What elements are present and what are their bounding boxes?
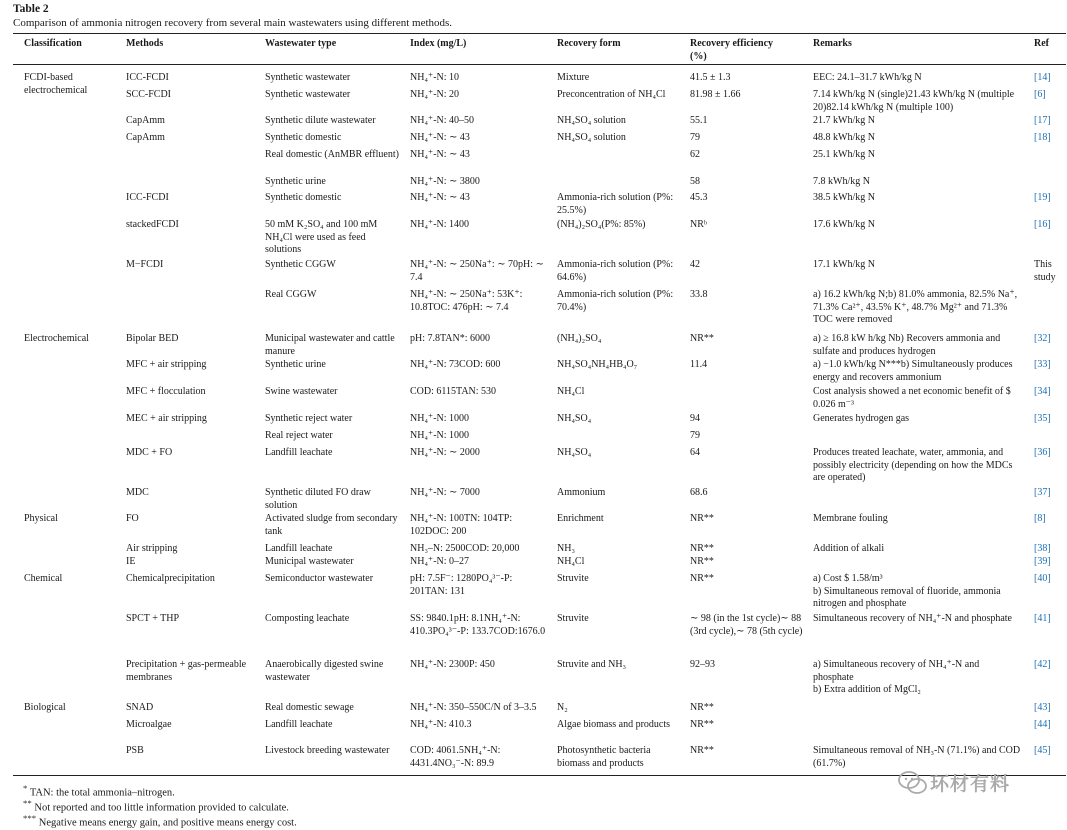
table-cell-form: Enrichment [557,513,604,524]
watermark-text: 环材有料 [930,773,1011,795]
table-cell-eff: NR** [690,719,714,730]
table-cell-cls: FCDI-based electrochemical [24,72,88,96]
header-methods: Methods [126,38,164,49]
table-cell-form: Ammonia-rich solution (P%: 25.5%) [557,192,674,216]
table-cell-index: NH₄⁺-N: 1400 [410,219,470,230]
table-cell-method: MDC + FO [126,447,173,458]
table-cell-cls: Biological [24,702,66,713]
table-cell-rem: a) 16.2 kWh/kg N;b) 81.0% ammonia, 82.5% Na⁺, 71.3% Ca²⁺, 43.5% K⁺, 48.7% Mg²⁺ and 71.3% TOC were removed [813,289,1018,325]
table-cell-method: SCC-FCDI [126,89,172,100]
table-cell-method: Chemicalprecipitation [126,573,215,584]
table-cell-form: NH₄Cl [557,556,585,567]
table-cell-eff: 62 [690,149,700,160]
table-cell-form: NH₃ [557,543,575,554]
table-cell-method: MFC + air stripping [126,359,207,370]
table-cell-ref[interactable]: [40] [1034,573,1051,584]
table-cell-rem: 38.5 kWh/kg N [813,192,875,203]
table-cell-index: NH₃–N: 2500COD: 20,000 [410,543,520,554]
table-cell-index: pH: 7.5F⁻: 1280PO₄³⁻-P: 201TAN: 131 [410,573,513,597]
wechat-icon [898,770,928,796]
table-cell-rem: Produces treated leachate, water, ammonia, and possibly electricity (depending on how the MDCs are operated) [813,447,1013,483]
table-cell-index: COD: 4061.5NH₄⁺-N: 4431.4NO₃⁻-N: 89.9 [410,745,501,769]
table-cell-ref[interactable]: [19] [1034,192,1051,203]
table-cell-ww: Landfill leachate [265,447,333,458]
table-cell-rem: 21.7 kWh/kg N [813,115,875,126]
table-cell-index: NH₄⁺-N: 410.3 [410,719,472,730]
table-cell-ww: Real reject water [265,430,333,441]
table-cell-index: NH₄⁺-N: 10 [410,72,460,83]
footnote: ** Not reported and too little information provided to calculate. [23,798,289,814]
table-cell-ref[interactable]: [43] [1034,702,1051,713]
table-cell-ref[interactable]: [44] [1034,719,1051,730]
table-cell-rem: Membrane fouling [813,513,888,524]
table-cell-ref[interactable]: [37] [1034,487,1051,498]
table-cell-index: NH₄⁺-N: ∼ 43 [410,192,470,203]
table-cell-eff: NR** [690,543,714,554]
table-cell-index: COD: 6115TAN: 530 [410,386,497,397]
table-cell-ww: Real CGGW [265,289,317,300]
table-cell-ww: Synthetic urine [265,176,326,187]
table-cell-ww: Municipal wastewater and cattle manure [265,333,395,357]
table-cell-method: MFC + flocculation [126,386,206,397]
table-cell-eff: 94 [690,413,700,424]
table-cell-ww: Synthetic dilute wastewater [265,115,376,126]
table-cell-rem: 17.6 kWh/kg N [813,219,875,230]
table-cell-ref[interactable]: [42] [1034,659,1051,670]
table-cell-eff: NR** [690,573,714,584]
table-cell-rem: Addition of alkali [813,543,885,554]
table-cell-eff: 79 [690,430,700,441]
table-cell-ww: Synthetic domestic [265,192,342,203]
table-cell-method: SNAD [126,702,154,713]
table-cell-rem: a) Simultaneous recovery of NH₄⁺-N and phosphate b) Extra addition of MgCl₂ [813,659,980,695]
table-cell-index: NH₄⁺-N: ∼ 3800 [410,176,480,187]
table-cell-ww: Real domestic (AnMBR effluent) [265,149,399,160]
table-cell-method: FO [126,513,139,524]
table-cell-method: PSB [126,745,144,756]
table-cell-rem: Generates hydrogen gas [813,413,910,424]
table-cell-index: NH₄⁺-N: 1000 [410,430,470,441]
table-cell-ww: Activated sludge from secondary tank [265,513,398,537]
table-cell-rem: 17.1 kWh/kg N [813,259,875,270]
footnote: * TAN: the total ammonia–nitrogen. [23,783,175,799]
table-cell-index: NH₄⁺-N: 1000 [410,413,470,424]
table-cell-method: ICC-FCDI [126,192,169,203]
table-cell-ref[interactable]: [34] [1034,386,1051,397]
table-cell-form: Preconcentration of NH₄Cl [557,89,666,100]
table-cell-rem: 7.8 kWh/kg N [813,176,870,187]
table-cell-eff: NR** [690,556,714,567]
table-cell-ww: Synthetic domestic [265,132,342,143]
table-caption: Comparison of ammonia nitrogen recovery from several main wastewaters using different methods. [13,17,453,29]
table-cell-eff: ∼ 98 (in the 1st cycle)∼ 88 (3rd cycle),∼ 78 (5th cycle) [690,613,803,637]
table-cell-method: Microalgae [126,719,172,730]
header-remarks: Remarks [813,38,852,49]
table-cell-eff: 79 [690,132,700,143]
table-cell-method: stackedFCDI [126,219,179,230]
table-cell-method: CapAmm [126,115,165,126]
table-cell-eff: 11.4 [690,359,708,370]
table-cell-index: NH₄⁺-N: 20 [410,89,460,100]
table-cell-form: N₂ [557,702,568,713]
table-cell-index: NH₄⁺-N: ∼ 7000 [410,487,480,498]
table-cell-form: NH₄SO₄ [557,447,592,458]
table-cell-ref: This study [1034,259,1056,283]
table-cell-ww: Landfill leachate [265,719,333,730]
table-cell-index: SS: 9840.1pH: 8.1NH₄⁺-N: 410.3PO₄³⁻-P: 133.7COD:1676.0 [410,613,546,637]
table-cell-ww: Real domestic sewage [265,702,354,713]
table-cell-ww: 50 mM K₂SO₄ and 100 mM NH₄Cl were used as feed solutions [265,219,378,255]
table-cell-ww: Swine wastewater [265,386,338,397]
table-cell-index: NH₄⁺-N: ∼ 250Na⁺: 53K⁺: 10.8TOC: 476pH: ∼ 7.4 [410,289,523,313]
header-index: Index (mg/L) [410,38,467,49]
table-cell-rem: a) Cost $ 1.58/m³ b) Simultaneous removal of fluoride, ammonia nitrogen and phosphate [813,573,1001,609]
table-cell-rem: a) −1.0 kWh/kg N***b) Simultaneously produces energy and recovers ammonium [813,359,1013,383]
table-cell-ref[interactable]: [41] [1034,613,1051,624]
table-cell-rem: Simultaneous recovery of NH₄⁺-N and phosphate [813,613,1012,624]
table-cell-form: Struvite [557,613,589,624]
table-cell-ww: Municipal wastewater [265,556,354,567]
header-ref: Ref [1034,38,1049,49]
table-cell-ww: Landfill leachate [265,543,333,554]
table-cell-rem: EEC: 24.1–31.7 kWh/kg N [813,72,922,83]
table-cell-index: NH₄⁺-N: ∼ 2000 [410,447,480,458]
table-cell-rem: 25.1 kWh/kg N [813,149,875,160]
table-cell-cls: Physical [24,513,58,524]
table-cell-eff: 55.1 [690,115,708,126]
table-cell-form: Struvite and NH₃ [557,659,627,670]
table-cell-method: CapAmm [126,132,165,143]
table-cell-method: Bipolar BED [126,333,179,344]
table-cell-eff: NR** [690,513,714,524]
table-cell-ww: Composting leachate [265,613,350,624]
table-cell-rem: a) ≥ 16.8 kW h/kg Nb) Recovers ammonia and sulfate and produces hydrogen [813,333,1001,357]
table-cell-method: MEC + air stripping [126,413,207,424]
header-form: Recovery form [557,38,621,49]
table-cell-ref[interactable]: [8] [1034,513,1046,524]
table-cell-ref[interactable]: [18] [1034,132,1051,143]
table-cell-ref[interactable]: [6] [1034,89,1046,100]
table-cell-ww: Synthetic diluted FO draw solution [265,487,371,511]
table-cell-index: NH₄⁺-N: 0–27 [410,556,470,567]
table-cell-ww: Anaerobically digested swine wastewater [265,659,384,683]
table-cell-eff: 42 [690,259,700,270]
table-cell-rem: 48.8 kWh/kg N [813,132,875,143]
footnote: *** Negative means energy gain, and positive means energy cost. [23,813,297,829]
table-cell-eff: 58 [690,176,700,187]
table-cell-form: Mixture [557,72,590,83]
table-cell-ww: Livestock breeding wastewater [265,745,390,756]
table-cell-method: Air stripping [126,543,178,554]
table-cell-index: NH₄⁺-N: 350–550C/N of 3–3.5 [410,702,537,713]
table-cell-rem: Cost analysis showed a net economic benefit of $ 0.026 m⁻³ [813,386,1011,410]
table-cell-eff: 92–93 [690,659,715,670]
table-cell-ww: Synthetic CGGW [265,259,336,270]
table-cell-form: Struvite [557,573,589,584]
rule-top [13,33,1066,34]
table-cell-form: NH₄SO₄ [557,413,592,424]
table-cell-cls: Chemical [24,573,63,584]
table-cell-index: NH₄⁺-N: ∼ 250Na⁺: ∼ 70pH: ∼ 7.4 [410,259,544,283]
table-cell-eff: 68.6 [690,487,708,498]
table-cell-eff: 64 [690,447,700,458]
table-cell-eff: 81.98 ± 1.66 [690,89,741,100]
table-cell-form: Ammonia-rich solution (P%: 70.4%) [557,289,674,313]
table-cell-method: Precipitation + gas-permeable membranes [126,659,247,683]
table-cell-ref[interactable]: [33] [1034,359,1051,370]
table-cell-ww: Synthetic reject water [265,413,353,424]
table-cell-ref[interactable]: [36] [1034,447,1051,458]
table-cell-ww: Synthetic urine [265,359,326,370]
table-cell-form: NH₄SO₄NH₄HB₄O₇ [557,359,638,370]
header-wastewater: Wastewater type [265,38,337,49]
table-label: Table 2 [13,3,49,15]
table-cell-eff: NR** [690,702,714,713]
rule-header [13,64,1066,65]
table-cell-ref[interactable]: [39] [1034,556,1051,567]
header-eff: Recovery efficiency (%) [690,38,774,62]
table-cell-eff: NR** [690,333,714,344]
table-cell-ww: Synthetic wastewater [265,89,351,100]
table-cell-method: M−FCDI [126,259,164,270]
table-cell-eff: NRᵇ [690,219,707,230]
table-cell-ref[interactable]: [32] [1034,333,1051,344]
table-cell-rem: 7.14 kWh/kg N (single)21.43 kWh/kg N (multiple 20)82.14 kWh/kg N (multiple 100) [813,89,1015,113]
table-cell-ww: Semiconductor wastewater [265,573,374,584]
table-cell-form: NH₄SO₄ solution [557,132,626,143]
table-cell-form: NH₄Cl [557,386,585,397]
table-cell-index: pH: 7.8TAN*: 6000 [410,333,491,344]
table-cell-index: NH₄⁺-N: 40–50 [410,115,475,126]
table-cell-eff: 33.8 [690,289,708,300]
header-classification: Classification [24,38,82,49]
table-cell-index: NH₄⁺-N: 73COD: 600 [410,359,501,370]
table-cell-ref[interactable]: [45] [1034,745,1051,756]
table-cell-index: NH₄⁺-N: ∼ 43 [410,149,470,160]
table-cell-index: NH₄⁺-N: 100TN: 104TP: 102DOC: 200 [410,513,513,537]
table-cell-method: MDC [126,487,149,498]
table-cell-ref[interactable]: [14] [1034,72,1051,83]
table-cell-ww: Synthetic wastewater [265,72,351,83]
table-cell-index: NH₄⁺-N: 2300P: 450 [410,659,495,670]
table-cell-ref[interactable]: [17] [1034,115,1051,126]
table-cell-method: SPCT + THP [126,613,180,624]
table-cell-rem: Simultaneous removal of NH₃-N (71.1%) and COD (61.7%) [813,745,1021,769]
table-cell-form: Photosynthetic bacteria biomass and products [557,745,651,769]
table-cell-form: Ammonia-rich solution (P%: 64.6%) [557,259,674,283]
table-cell-cls: Electrochemical [24,333,89,344]
table-cell-index: NH₄⁺-N: ∼ 43 [410,132,470,143]
table-cell-form: (NH₄)₂SO₄ [557,333,602,344]
table-cell-method: IE [126,556,136,567]
table-cell-ref[interactable]: [38] [1034,543,1051,554]
table-cell-eff: NR** [690,745,714,756]
table-cell-ref[interactable]: [35] [1034,413,1051,424]
table-cell-eff: 41.5 ± 1.3 [690,72,731,83]
table-cell-eff: 45.3 [690,192,708,203]
table-cell-form: Algae biomass and products [557,719,671,730]
table-cell-form: (NH₄)₂SO₄(P%: 85%) [557,219,646,230]
table-cell-form: NH₄SO₄ solution [557,115,626,126]
table-cell-ref[interactable]: [16] [1034,219,1051,230]
table-cell-form: Ammonium [557,487,606,498]
table-cell-method: ICC-FCDI [126,72,169,83]
